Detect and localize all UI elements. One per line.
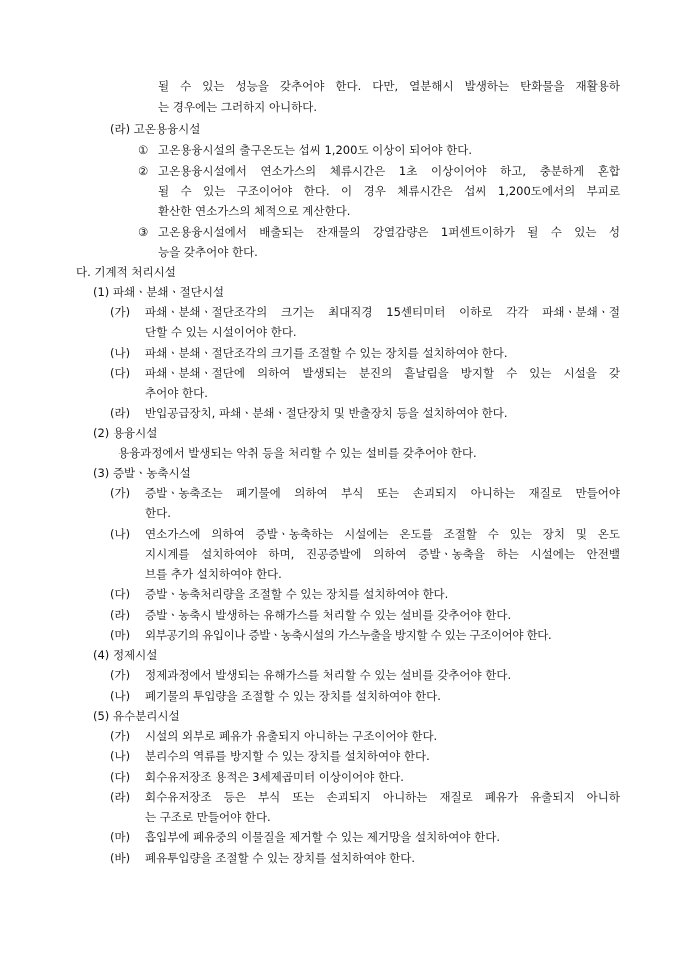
item-marker: (가) (110, 305, 131, 319)
subsection-heading: (4) 정제시설 (93, 648, 158, 662)
item-line: 폐유투입량을 조절할 수 있는 장치를 설치하여야 한다. (145, 851, 415, 865)
item-line: 파쇄ㆍ분쇄ㆍ절단조각의 크기를 조절할 수 있는 장치를 설치하여야 한다. (145, 346, 508, 360)
item-marker-2: ② (138, 164, 149, 178)
continuation-line-1: 될 수 있는 성능을 갖추어야 한다. 다만, 열분해시 발생하는 탄화물을 재활용하 (158, 79, 620, 93)
item-line: 능을 갖추어야 한다. (158, 245, 258, 259)
item-marker: (마) (110, 628, 131, 642)
item-line: 지시계를 설치하여야 하며, 진공증발에 의하여 증발ㆍ농축을 하는 시설에는 안전밸 (145, 547, 620, 561)
item-line: 추어야 한다. (145, 386, 208, 400)
item-line: 정제과정에서 발생되는 유해가스를 처리할 수 있는 설비를 갖추어야 한다. (145, 668, 512, 682)
item-line: 환산한 연소가스의 체적으로 계산한다. (158, 204, 351, 218)
item-line: 고온용융시설의 출구온도는 섭씨 1,200도 이상이 되어야 한다. (158, 143, 473, 157)
item-marker: (라) (110, 790, 131, 804)
item-line: 폐기물의 투입량을 조절할 수 있는 장치를 설치하여야 한다. (145, 689, 441, 703)
item-marker: (마) (110, 830, 131, 844)
item-marker: (다) (110, 770, 131, 784)
item-line: 파쇄ㆍ분쇄ㆍ절단에 의하여 발생되는 분진의 흩날림을 방지할 수 있는 시설을 갖 (145, 366, 620, 380)
item-line: 증발ㆍ농축조는 폐기물에 의하여 부식 또는 손괴되지 아니하는 재질로 만들어야 (145, 486, 620, 500)
item-marker: (나) (110, 749, 131, 763)
item-line: 는 구조로 만들어야 한다. (145, 810, 271, 824)
item-line: 반입공급장치, 파쇄ㆍ분쇄ㆍ절단장치 및 반출장치 등을 설치하여야 한다. (145, 406, 508, 420)
item-line: 시설의 외부로 폐유가 유출되지 아니하는 구조이어야 한다. (145, 729, 438, 743)
item-marker-1: ① (138, 143, 149, 157)
item-marker: (가) (110, 668, 131, 682)
item-line: 단할 수 있는 시설이어야 한다. (145, 325, 297, 339)
item-marker: (나) (110, 346, 131, 360)
item-line: 증발ㆍ농축처리량을 조절할 수 있는 장치를 설치하여야 한다. (145, 587, 449, 601)
item-line: 고온용융시설에서 배출되는 잔재물의 강열감량은 1퍼센트이하가 될 수 있는 성 (158, 225, 620, 239)
item-marker: (가) (110, 486, 131, 500)
section-heading: 다. 기계적 처리시설 (76, 265, 176, 279)
subsection-text: 용융과정에서 발생되는 악취 등을 처리할 수 있는 설비를 갖추어야 한다. (118, 446, 477, 460)
subsection-heading: (3) 증발ㆍ농축시설 (93, 466, 191, 480)
subsection-heading-high-temp-melting: (라) 고온용융시설 (110, 122, 201, 136)
item-line: 파쇄ㆍ분쇄ㆍ절단조각의 크기는 최대직경 15센티미터 이하로 각각 파쇄ㆍ분쇄ㆍ절 (145, 305, 620, 319)
item-line: 회수유저장조 용적은 3세제곱미터 이상이어야 한다. (145, 770, 404, 784)
item-line: 회수유저장조 등은 부식 또는 손괴되지 아니하는 재질로 폐유가 유출되지 아니하 (145, 790, 620, 804)
item-marker: (라) (110, 406, 131, 420)
item-line: 브를 추가 설치하여야 한다. (145, 567, 282, 581)
subsection-heading: (5) 유수분리시설 (93, 709, 180, 723)
item-marker: (나) (110, 689, 131, 703)
item-line: 연소가스에 의하여 증발ㆍ농축하는 시설에는 온도를 조절할 수 있는 장치 및 온도 (145, 527, 620, 541)
item-marker: (다) (110, 587, 131, 601)
item-marker: (다) (110, 366, 131, 380)
item-line: 한다. (145, 506, 171, 520)
subsection-heading: (1) 파쇄ㆍ분쇄ㆍ절단시설 (93, 285, 225, 299)
item-line: 외부공기의 유입이나 증발ㆍ농축시설의 가스누출을 방지할 수 있는 구조이어야 한다. (145, 628, 552, 642)
item-line: 증발ㆍ농축시 발생하는 유해가스를 처리할 수 있는 설비를 갖추어야 한다. (145, 608, 512, 622)
subsection-heading: (2) 용융시설 (93, 426, 158, 440)
item-marker: (나) (110, 527, 131, 541)
item-line: 흡입부에 폐유중의 이물질을 제거할 수 있는 제거망을 설치하여야 한다. (145, 830, 501, 844)
item-line: 분리수의 역류를 방지할 수 있는 장치를 설치하여야 한다. (145, 749, 430, 763)
item-marker: (바) (110, 851, 131, 865)
item-marker: (가) (110, 729, 131, 743)
item-line: 될 수 있는 구조이어야 한다. 이 경우 체류시간은 섭씨 1,200도에서의 부피로 (158, 184, 620, 198)
item-line: 고온용융시설에서 연소가스의 체류시간은 1초 이상이어야 하고, 충분하게 혼합 (158, 164, 620, 178)
continuation-line-2: 는 경우에는 그러하지 아니하다. (158, 100, 318, 114)
item-marker: (라) (110, 608, 131, 622)
item-marker-3: ③ (138, 225, 149, 239)
